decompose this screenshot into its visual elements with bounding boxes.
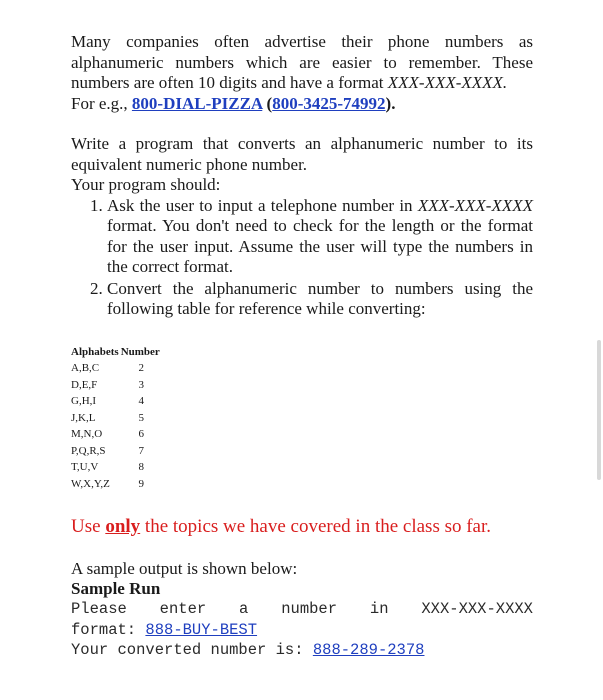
sample-result-line: Your converted number is: 888-289-2378 — [71, 641, 425, 659]
table-row: A,B,C 2 — [71, 362, 144, 374]
table-row: P,Q,R,S 7 — [71, 444, 144, 457]
scrollbar-thumb[interactable] — [597, 340, 601, 480]
sample-intro: A sample output is shown below: — [71, 559, 298, 578]
example-prefix: For e.g., — [71, 93, 132, 113]
document-page — [71, 32, 533, 661]
warning-note: Use only the topics we have covered in the class so far. — [71, 516, 492, 537]
sample-run-title: Sample Run — [71, 579, 161, 598]
steps-list — [71, 196, 533, 320]
sample-result-value[interactable]: 888-289-2378 — [312, 641, 425, 659]
example-word-link[interactable]: 800-DIAL-PIZZA — [131, 93, 263, 113]
format-pattern: XXX-XXX-XXXX. — [387, 73, 508, 92]
task-line2: Your program should: — [71, 175, 221, 194]
task-line1: Write a program that converts an alphanumeric number to its equivalent numeric phone number. — [71, 134, 533, 174]
sample-prompt-line: Please enter a number in XXX-XXX-XXXX — [71, 600, 533, 618]
conversion-table — [71, 344, 162, 493]
task-description — [71, 134, 533, 196]
example-open: ( — [262, 93, 273, 113]
intro-text: Many companies often advertise their phone numbers as alphanumeric numbers which are easier to remember. These numbers are often 10 digits and have a format — [71, 32, 533, 92]
table-row: G,H,I 4 — [71, 395, 144, 407]
example-close: ). — [385, 93, 396, 113]
table-header-row — [71, 344, 162, 361]
example-number-link[interactable]: 800-3425-74992 — [272, 93, 386, 113]
sample-user-input[interactable]: 888-BUY-BEST — [145, 620, 258, 639]
sample-output — [71, 599, 533, 661]
step1-format: XXX-XXX-XXXX — [417, 195, 533, 215]
step-item-1: 1. Ask the user to input a telephone number in XXX-XXX-XXXX format. You don't need to check for the length or the format for the user input. Assume the user will type the numbers in the correct format. — [107, 196, 533, 278]
table-row: W,X,Y,Z 9 — [71, 477, 144, 490]
table-row: J,K,L 5 — [71, 411, 144, 424]
sample-input-line: format: 888-BUY-BEST — [71, 620, 258, 639]
table-row: D,E,F 3 — [71, 378, 144, 391]
header-number: Number — [120, 345, 160, 358]
table-row: T,U,V 8 — [71, 461, 144, 473]
step-item-2: 2. Convert the alphanumeric number to numbers using the following table for reference while converting: — [107, 279, 533, 320]
header-alphabets: Alphabets — [71, 345, 119, 358]
table-row: M,N,O 6 — [71, 428, 144, 440]
intro-paragraph — [71, 32, 533, 114]
warning-emphasis: only — [105, 516, 141, 537]
table-body — [71, 360, 162, 492]
